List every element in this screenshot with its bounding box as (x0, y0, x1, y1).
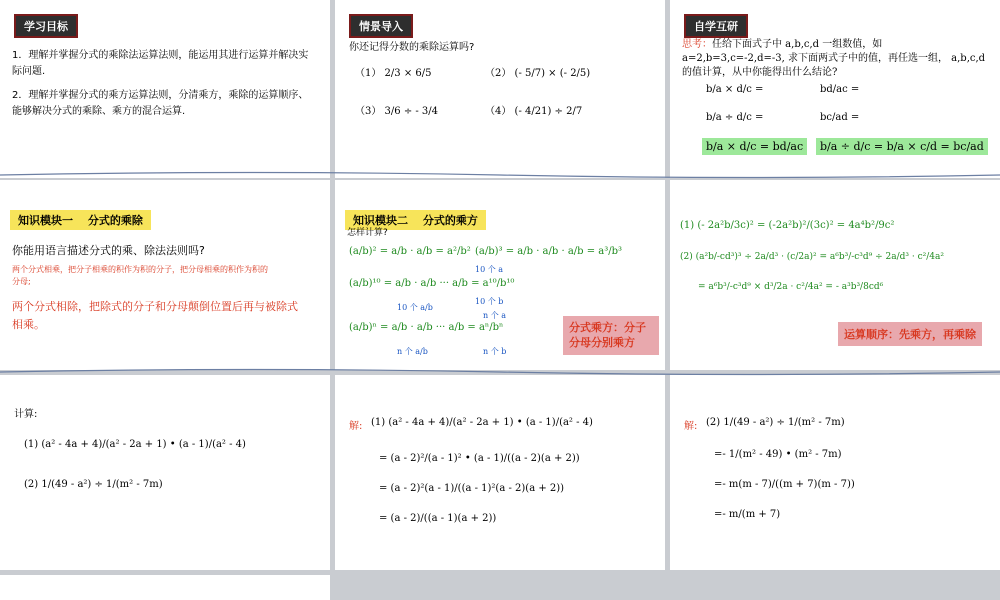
think-text: 任给下面式子中 a,b,c,d 一组数值，如 a=2,b=3,c=-2,d=-3, 求下面两式子中的值，再任选一组， a,b,c,d 的值计算，从中你能得出什么结论? (682, 39, 986, 78)
question: 你还记得分数的乘除运算吗? (349, 42, 475, 53)
question-2: (2) 1/(49 - a²) ÷ 1/(m² - 7m) (24, 479, 163, 490)
slide-tag: 情景导入 (349, 14, 413, 38)
slide-tag: 学习目标 (14, 14, 78, 38)
power-rule-box: 分式乘方：分子分母分别乘方 (563, 316, 659, 355)
slide-scenario-intro[interactable] (335, 0, 665, 178)
slide-learning-goals[interactable] (0, 0, 330, 178)
blank-slide-strip (0, 575, 330, 600)
step-1: (1) (a² - 4a + 4)/(a² - 2a + 1) • (a - 1)/(a² - 4) (371, 417, 593, 428)
power-3: (a/b)³ = a/b · a/b · a/b = a³/b³ (475, 246, 623, 257)
question-1: (1) (a² - 4a + 4)/(a² - 2a + 1) • (a - 1)/(a² - 4) (24, 439, 246, 450)
goal-2: 2．理解并掌握分式的乘方运算法则，分清乘方，乘除的运算顺序、能够解决分式的乘除、乘方的混合运算. (12, 90, 309, 117)
divider-wave (0, 367, 1000, 377)
step-2: = (a - 2)²/(a - 1)² • (a - 1)/((a - 2)(a + 2)) (379, 453, 580, 464)
slide-solution-1[interactable] (335, 375, 665, 570)
power-n: (a/b)ⁿ = a/b · a/b ··· a/b = aⁿ/bⁿ (349, 322, 504, 333)
label-10-ab: 10 个 a/b (397, 303, 433, 312)
question: 你能用语言描述分式的乘、除法法则吗? (12, 244, 205, 257)
formula-4: bc/ad = (820, 112, 860, 123)
formula-3: b/a ÷ d/c = (706, 112, 764, 123)
slide-solution-2[interactable] (670, 375, 1000, 570)
step-2: =- 1/(m² - 49) • (m² - 7m) (714, 449, 842, 460)
step-1: (2) 1/(49 - a²) ÷ 1/(m² - 7m) (706, 417, 845, 428)
slide-module-2[interactable] (335, 180, 665, 370)
expr-1: （1） 2/3 × 6/5 (355, 68, 432, 79)
label-10-b: 10 个 b (475, 297, 504, 306)
label-n-b: n 个 b (483, 347, 507, 356)
label-10-a: 10 个 a (475, 265, 504, 274)
slide-tag: 自学互研 (684, 14, 748, 38)
solution-label: 解: (684, 421, 698, 432)
goal-1: 1．理解并掌握分式的乘除法运算法则，能运用其进行运算并解决实际问题. (12, 50, 309, 77)
step-3: = (a - 2)²(a - 1)/((a - 1)²(a - 2)(a + 2)) (379, 483, 565, 494)
rule-multiply: 两个分式相乘，把分子相乘的积作为积的分子，把分母相乘的积作为积的分母; (12, 265, 268, 286)
slide-exercise[interactable] (0, 375, 330, 570)
step-3: =- m(m - 7)/((m + 7)(m - 7)) (714, 479, 855, 490)
example-2: (2) (a²b/-cd³)³ ÷ 2a/d³ · (c/2a)² = a⁶b³/-c³d⁹ ÷ 2a/d³ · c²/4a² (680, 252, 945, 262)
formula-2: bd/ac = (820, 84, 860, 95)
divider-wave (0, 170, 1000, 180)
question: 怎样计算? (347, 228, 388, 238)
slide-self-study[interactable] (670, 0, 1000, 178)
slide-examples[interactable] (670, 180, 1000, 370)
step-4: = (a - 2)/((a - 1)(a + 2)) (379, 513, 497, 524)
module-tag: 知识模块一 分式的乘除 (10, 210, 151, 230)
module-tag: 知识模块二 分式的乘方 (345, 210, 486, 230)
expr-2: （2） (- 5/7) × (- 2/5) (485, 68, 591, 79)
rule-divide: 两个分式相除，把除式的分子和分母颠倒位置后再与被除式相乘。 (12, 300, 298, 331)
label-n-a: n 个 a (483, 311, 507, 320)
step-4: =- m/(m + 7) (714, 509, 781, 520)
rule-divide: b/a ÷ d/c = b/a × c/d = bc/ad (816, 138, 988, 155)
expr-3: （3） 3/6 ÷ - 3/4 (355, 106, 439, 117)
label-n-ab: n 个 a/b (397, 347, 428, 356)
example-1: (1) (- 2a²b/3c)² = (-2a²b)²/(3c)² = 4a⁴b²/9c² (680, 220, 895, 231)
think-label: 思考： (682, 39, 712, 50)
expr-4: （4） (- 4/21) ÷ 2/7 (485, 106, 583, 117)
formula-1: b/a × d/c = (706, 84, 764, 95)
solution-label: 解: (349, 421, 363, 432)
order-rule-box: 运算顺序：先乘方，再乘除 (838, 322, 982, 346)
exercise-title: 计算: (14, 409, 38, 420)
power-10: (a/b)¹⁰ = a/b · a/b ··· a/b = a¹⁰/b¹⁰ (349, 278, 515, 289)
rule-multiply: b/a × d/c = bd/ac (702, 138, 807, 155)
power-2: (a/b)² = a/b · a/b = a²/b² (349, 246, 471, 257)
slide-module-1[interactable] (0, 180, 330, 370)
example-2-result: = a⁶b³/-c³d⁹ × d³/2a · c²/4a² = - a³b³/8cd⁶ (698, 282, 884, 292)
